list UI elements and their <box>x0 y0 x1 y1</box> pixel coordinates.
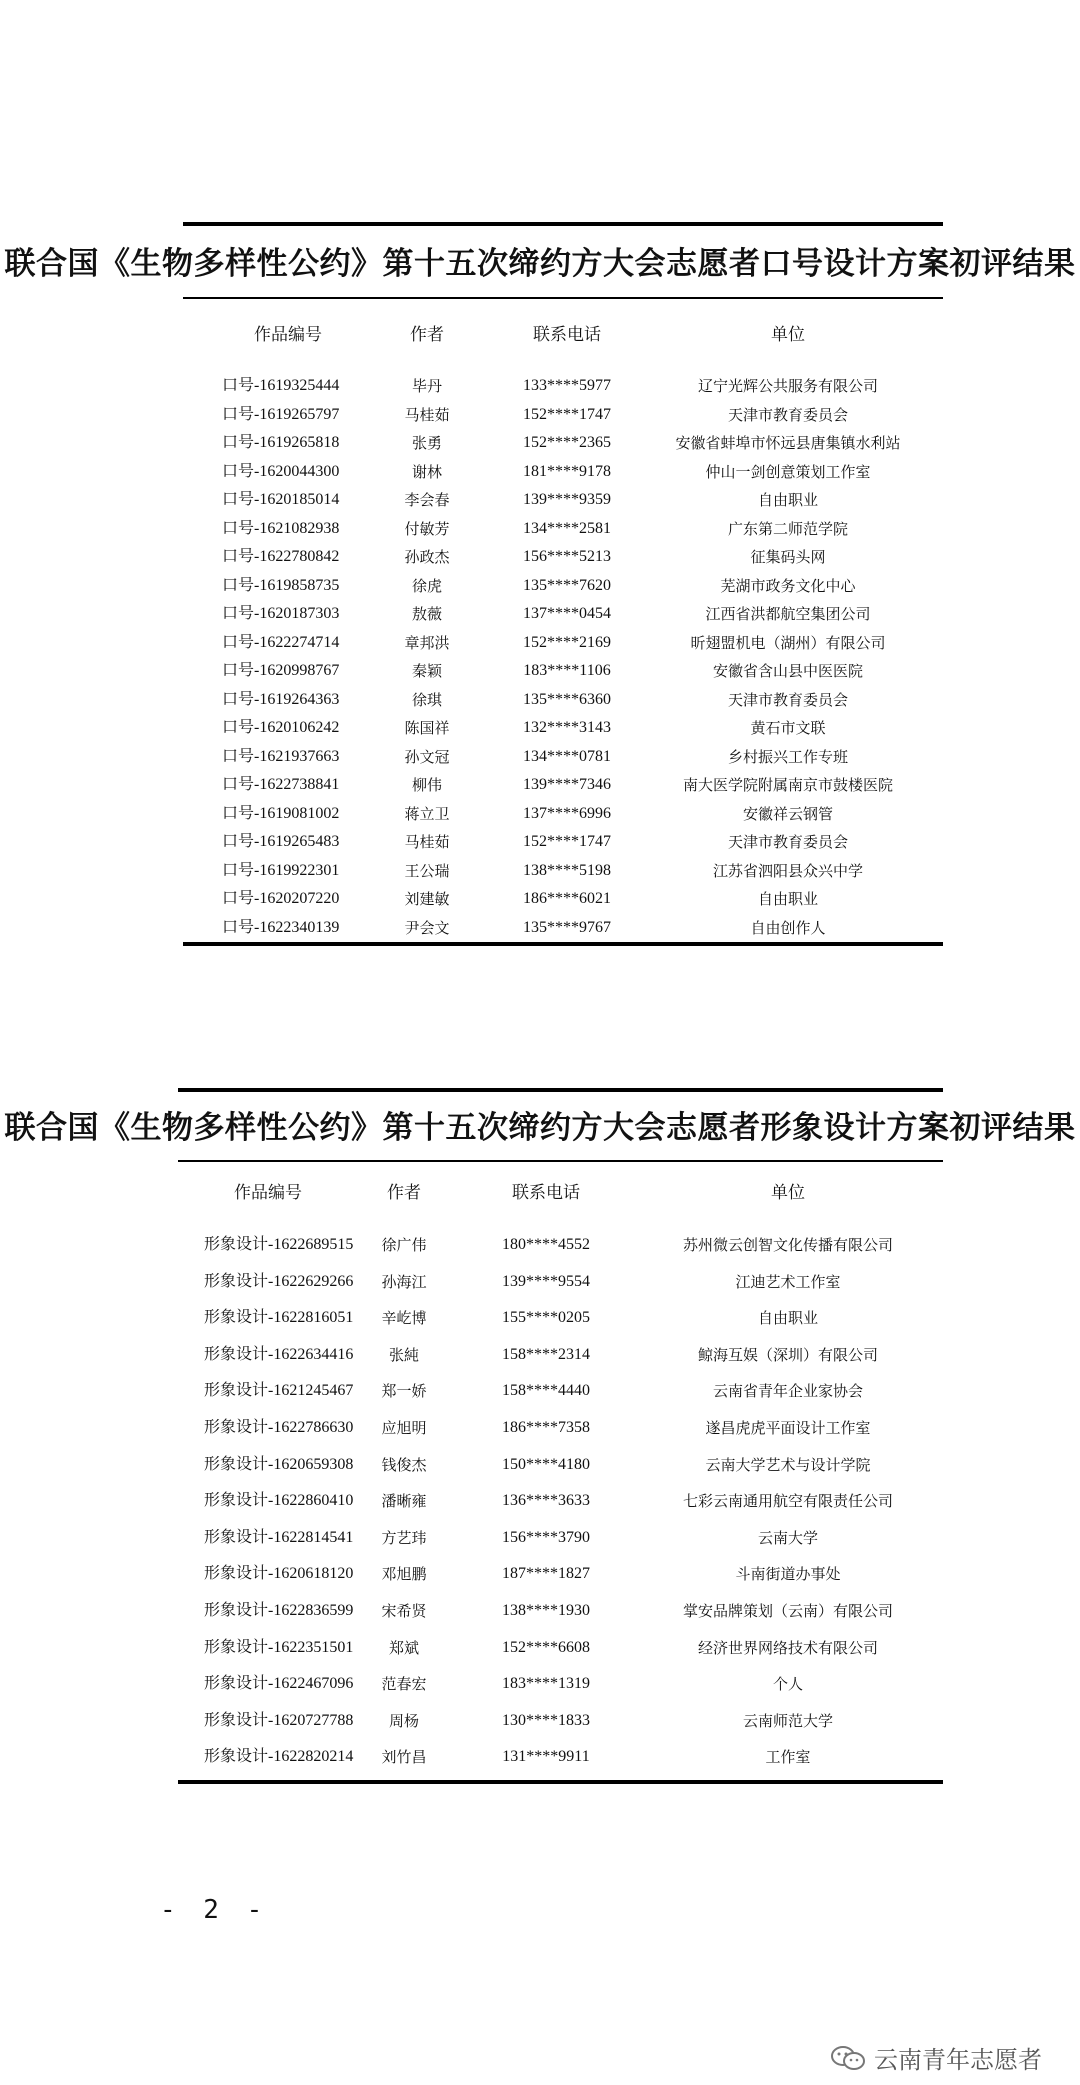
cell-phone: 183****1106 <box>523 662 611 679</box>
table-row <box>0 1342 1080 1368</box>
cell-code: 形象设计-1622836599 <box>204 1602 354 1619</box>
cell-code: 形象设计-1622689515 <box>204 1236 354 1253</box>
cell-unit: 安徽祥云钢管 <box>742 804 834 823</box>
table-title: 联合国《生物多样性公约》第十五次缔约方大会志愿者形象设计方案初评结果 <box>4 1110 1076 1146</box>
cell-code: 口号-1620106242 <box>222 719 340 736</box>
table-row <box>0 829 1080 855</box>
cell-author: 范春宏 <box>381 1675 427 1694</box>
cell-unit: 黄石市文联 <box>750 719 826 737</box>
cell-unit: 仲山一剑创意策划工作室 <box>705 462 871 481</box>
table-row <box>0 858 1080 884</box>
cell-code: 形象设计-1622467096 <box>204 1675 354 1693</box>
cell-author: 刘建敏 <box>404 890 450 908</box>
cell-phone: 134****0781 <box>523 747 611 765</box>
cell-phone: 183****1319 <box>502 1675 590 1693</box>
cell-unit: 云南省青年企业家协会 <box>712 1382 864 1401</box>
table-row <box>0 1378 1080 1404</box>
cell-phone: 156****5213 <box>523 548 611 565</box>
cell-code: 口号-1619081002 <box>222 804 340 822</box>
cell-code: 口号-1620998767 <box>222 662 340 679</box>
cell-phone: 139****9554 <box>502 1272 590 1290</box>
table-row <box>0 402 1080 428</box>
cell-code: 形象设计-1622629266 <box>204 1272 354 1290</box>
cell-code: 口号-1620044300 <box>222 462 340 480</box>
cell-code: 口号-1619265818 <box>222 434 340 451</box>
cell-unit: 天津市教育委员会 <box>727 833 849 851</box>
cell-author: 周杨 <box>388 1711 420 1730</box>
cell-phone: 139****7346 <box>523 776 611 793</box>
table-row <box>0 772 1080 798</box>
cell-code: 口号-1622738841 <box>222 776 340 793</box>
table-row <box>0 1305 1080 1331</box>
cell-phone: 135****7620 <box>523 576 611 594</box>
cell-phone: 186****7358 <box>502 1419 590 1436</box>
cell-code: 形象设计-1621245467 <box>204 1382 354 1400</box>
cell-unit: 天津市教育委员会 <box>727 405 849 424</box>
table-row <box>0 1598 1080 1624</box>
cell-author: 邓旭鹏 <box>381 1565 427 1584</box>
cell-author: 敖薇 <box>411 605 443 623</box>
cell-unit: 个人 <box>772 1675 804 1694</box>
cell-code: 口号-1622780842 <box>222 548 340 565</box>
cell-unit: 云南大学 <box>757 1528 819 1547</box>
table-header-row <box>0 1180 1080 1206</box>
cell-phone: 152****1747 <box>523 405 611 423</box>
cell-author: 王公瑞 <box>404 861 450 880</box>
cell-unit: 斗南街道办事处 <box>735 1565 841 1584</box>
cell-phone: 139****9359 <box>523 491 611 508</box>
header-phone: 联系电话 <box>512 1183 580 1203</box>
cell-code: 口号-1619264363 <box>222 690 340 708</box>
wechat-icon <box>830 2045 866 2071</box>
cell-unit: 云南大学艺术与设计学院 <box>705 1455 871 1474</box>
cell-unit: 遂昌虎虎平面设计工作室 <box>705 1419 871 1437</box>
table-row <box>0 487 1080 513</box>
cell-phone: 135****6360 <box>523 690 611 708</box>
cell-author: 谢林 <box>411 462 443 481</box>
cell-phone: 156****3790 <box>502 1528 590 1546</box>
cell-code: 口号-1619265797 <box>222 405 340 423</box>
cell-code: 形象设计-1620659308 <box>204 1455 354 1473</box>
cell-author: 应旭明 <box>381 1419 427 1437</box>
table-header-row <box>0 322 1080 348</box>
cell-author: 宋希贤 <box>381 1602 427 1620</box>
cell-unit: 江苏省泗阳县众兴中学 <box>712 861 864 880</box>
cell-code: 形象设计-1622816051 <box>204 1309 354 1327</box>
cell-phone: 133****5977 <box>523 377 611 394</box>
cell-phone: 138****5198 <box>523 861 611 879</box>
cell-unit: 苏州微云创智文化传播有限公司 <box>682 1236 894 1254</box>
cell-author: 郑斌 <box>388 1638 420 1657</box>
cell-author: 毕丹 <box>411 377 443 395</box>
cell-unit: 江西省洪都航空集团公司 <box>705 605 871 623</box>
header-code: 作品编号 <box>254 325 322 345</box>
cell-phone: 180****4552 <box>502 1236 590 1253</box>
cell-code: 形象设计-1622351501 <box>204 1638 354 1656</box>
cell-unit: 辽宁光辉公共服务有限公司 <box>697 377 879 395</box>
cell-phone: 136****3633 <box>502 1492 590 1510</box>
cell-unit: 安徽省蚌埠市怀远县唐集镇水利站 <box>675 434 901 452</box>
table-row <box>0 630 1080 656</box>
cell-unit: 自由创作人 <box>750 918 826 937</box>
cell-unit: 昕翅盟机电（湖州）有限公司 <box>690 633 886 652</box>
cell-phone: 131****9911 <box>502 1748 590 1766</box>
table-row <box>0 1635 1080 1661</box>
title-rule <box>178 1160 943 1162</box>
cell-phone: 186****6021 <box>523 890 611 907</box>
cell-code: 口号-1620185014 <box>222 491 340 508</box>
cell-author: 蒋立卫 <box>404 804 450 823</box>
cell-unit: 七彩云南通用航空有限责任公司 <box>682 1492 894 1511</box>
cell-code: 形象设计-1622786630 <box>204 1419 354 1436</box>
cell-phone: 158****4440 <box>502 1382 590 1400</box>
table-row <box>0 687 1080 713</box>
cell-code: 口号-1620207220 <box>222 890 340 907</box>
cell-phone: 134****2581 <box>523 519 611 537</box>
page-number: - 2 - <box>160 1895 269 1925</box>
cell-author: 马桂茹 <box>404 405 450 424</box>
table-row <box>0 658 1080 684</box>
cell-phone: 187****1827 <box>502 1565 590 1583</box>
cell-author: 徐广伟 <box>381 1236 427 1254</box>
cell-author: 徐琪 <box>411 690 443 709</box>
cell-code: 形象设计-1620727788 <box>204 1711 354 1729</box>
cell-phone: 181****9178 <box>523 462 611 480</box>
cell-phone: 130****1833 <box>502 1711 590 1729</box>
cell-code: 口号-1622274714 <box>222 633 340 651</box>
cell-unit: 天津市教育委员会 <box>727 690 849 709</box>
cell-phone: 138****1930 <box>502 1602 590 1619</box>
cell-code: 口号-1620187303 <box>222 605 340 622</box>
cell-phone: 137****0454 <box>523 605 611 622</box>
cell-phone: 132****3143 <box>523 719 611 736</box>
cell-phone: 150****4180 <box>502 1455 590 1473</box>
cell-phone: 137****6996 <box>523 804 611 822</box>
header-unit: 单位 <box>771 1183 805 1203</box>
cell-phone: 158****2314 <box>502 1345 590 1363</box>
cell-author: 柳伟 <box>411 776 443 794</box>
cell-unit: 掌安品牌策划（云南）有限公司 <box>682 1602 894 1620</box>
table-row <box>0 1744 1080 1770</box>
table-bottom-rule <box>183 942 943 946</box>
cell-unit: 征集码头网 <box>750 548 826 566</box>
cell-unit: 经济世界网络技术有限公司 <box>697 1638 879 1657</box>
cell-code: 口号-1619858735 <box>222 576 340 594</box>
cell-code: 口号-1619265483 <box>222 833 340 850</box>
cell-author: 秦颖 <box>411 662 443 680</box>
header-code: 作品编号 <box>234 1183 302 1203</box>
cell-author: 郑一娇 <box>381 1382 427 1401</box>
cell-code: 形象设计-1622814541 <box>204 1528 354 1546</box>
cell-phone: 155****0205 <box>502 1309 590 1327</box>
table-row <box>0 915 1080 941</box>
table-row <box>0 601 1080 627</box>
cell-unit: 芜湖市政务文化中心 <box>720 576 856 595</box>
cell-author: 潘晰雍 <box>381 1492 427 1511</box>
cell-author: 马桂茹 <box>404 833 450 851</box>
table-row <box>0 715 1080 741</box>
cell-author: 孙海江 <box>381 1272 427 1291</box>
cell-author: 尹会文 <box>404 918 450 937</box>
cell-unit: 自由职业 <box>757 491 819 509</box>
table-bottom-rule <box>178 1780 943 1784</box>
cell-unit: 广东第二师范学院 <box>727 519 849 538</box>
cell-author: 张純 <box>388 1345 420 1364</box>
table-row <box>0 573 1080 599</box>
cell-code: 形象设计-1620618120 <box>204 1565 354 1583</box>
header-author: 作者 <box>410 325 444 345</box>
cell-unit: 自由职业 <box>757 1309 819 1328</box>
cell-author: 孙政杰 <box>404 548 450 566</box>
cell-unit: 鲸海互娱（深圳）有限公司 <box>697 1345 879 1364</box>
table-row <box>0 430 1080 456</box>
cell-code: 口号-1621937663 <box>222 747 340 765</box>
cell-unit: 江迪艺术工作室 <box>735 1272 841 1291</box>
cell-code: 口号-1619325444 <box>222 377 340 394</box>
table-row <box>0 1671 1080 1697</box>
cell-unit: 云南师范大学 <box>742 1711 834 1730</box>
cell-author: 钱俊杰 <box>381 1455 427 1474</box>
watermark <box>830 2040 1042 2075</box>
cell-unit: 安徽省含山县中医医院 <box>712 662 864 680</box>
table-row <box>0 1232 1080 1258</box>
cell-author: 付敏芳 <box>404 519 450 538</box>
header-unit: 单位 <box>771 325 805 345</box>
cell-code: 口号-1619922301 <box>222 861 340 879</box>
cell-unit: 南大医学院附属南京市鼓楼医院 <box>682 776 894 794</box>
cell-code: 口号-1622340139 <box>222 918 340 936</box>
cell-author: 章邦洪 <box>404 633 450 652</box>
cell-author: 李会春 <box>404 491 450 509</box>
cell-phone: 152****2365 <box>523 434 611 451</box>
cell-phone: 152****2169 <box>523 633 611 651</box>
table-title: 联合国《生物多样性公约》第十五次缔约方大会志愿者口号设计方案初评结果 <box>4 246 1076 282</box>
header-author: 作者 <box>387 1183 421 1203</box>
table-row <box>0 1708 1080 1734</box>
table-row <box>0 1415 1080 1441</box>
title-rule <box>183 297 943 299</box>
table-row <box>0 1488 1080 1514</box>
cell-author: 孙文冠 <box>404 747 450 766</box>
cell-author: 辛屹博 <box>381 1309 427 1328</box>
cell-author: 陈国祥 <box>404 719 450 737</box>
cell-phone: 135****9767 <box>523 918 611 936</box>
cell-code: 形象设计-1622860410 <box>204 1492 354 1510</box>
table-row <box>0 544 1080 570</box>
table-row <box>0 801 1080 827</box>
cell-phone: 152****6608 <box>502 1638 590 1656</box>
table-row <box>0 886 1080 912</box>
table-top-rule <box>183 222 943 226</box>
cell-unit: 乡村振兴工作专班 <box>727 747 849 766</box>
cell-author: 方艺玮 <box>381 1528 427 1547</box>
cell-phone: 152****1747 <box>523 833 611 850</box>
cell-author: 徐虎 <box>411 576 443 595</box>
watermark-text: 云南青年志愿者 <box>874 2046 1042 2074</box>
cell-code: 口号-1621082938 <box>222 519 340 537</box>
table-row <box>0 459 1080 485</box>
table-top-rule <box>178 1088 943 1092</box>
table-row <box>0 1525 1080 1551</box>
table-row <box>0 516 1080 542</box>
header-phone: 联系电话 <box>533 325 601 345</box>
cell-code: 形象设计-1622634416 <box>204 1345 354 1363</box>
cell-author: 刘竹昌 <box>381 1748 427 1767</box>
table-row <box>0 1452 1080 1478</box>
table-row <box>0 1269 1080 1295</box>
table-row <box>0 744 1080 770</box>
cell-code: 形象设计-1622820214 <box>204 1748 354 1766</box>
table-row <box>0 373 1080 399</box>
cell-author: 张勇 <box>411 434 443 452</box>
cell-unit: 自由职业 <box>757 890 819 908</box>
cell-unit: 工作室 <box>765 1748 811 1767</box>
table-row <box>0 1561 1080 1587</box>
